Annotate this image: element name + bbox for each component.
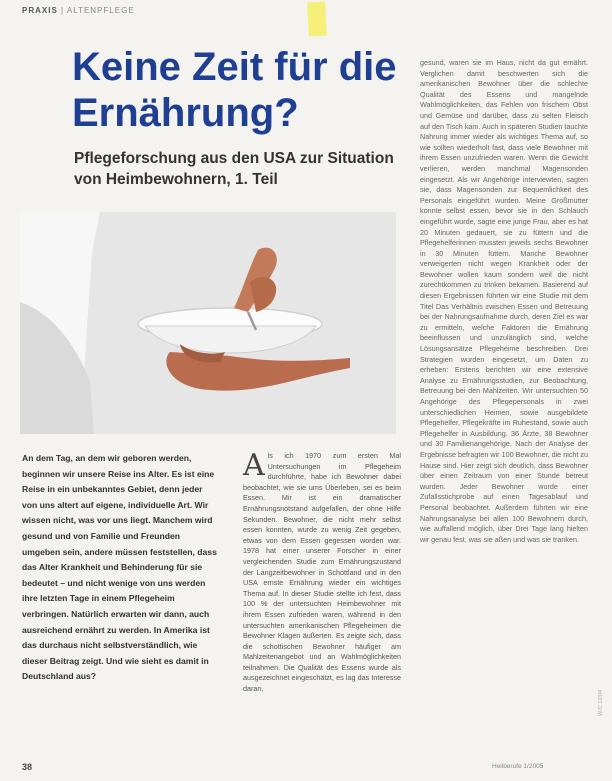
article-photo [20, 212, 396, 434]
side-code: W/C 12/04 [598, 690, 604, 716]
page-number: 38 [22, 762, 33, 772]
sticky-note-tab [307, 2, 327, 37]
hand-with-plate-illustration [20, 212, 396, 434]
section-separator: | [61, 6, 65, 15]
section-label: PRAXIS [22, 6, 58, 15]
magazine-name: Heilberufe 1/2005 [492, 763, 544, 770]
article-subtitle: Pflegeforschung aus den USA zur Situation von Heimbewohnern, 1. Teil [74, 150, 394, 188]
body-column-middle [243, 448, 401, 695]
body-column-right: gesund, waren sie im Haus, nicht da gut ernährt. Verglichen damit beschwerten sich die amerikanischen Bewohner über die schlechte Qualität des Essens und mangelnde Wahlmöglichkeiten, das Fehlen von frischem Obst und Gemüse und darüber, dass zu selten Fleisch auf den Tisch kam. Auch in späteren Studien tauchte Nahrung immer wieder als wichtiges Thema auf, so wie sollten wiederholt fast, dass viele Bewohner mit ihrem Essen unzufrieden waren. Wenn die Gewicht verlieren, werden manchmal Magensonden eingesetzt. Als wir Angehörige interviewten, sagten sie, dass Magensonden zur Bequemlichkeit des Personals eingeführt wurden. Meine Großmutter konnte selbst essen, bevor sie in den Schlauch eingeführt wurde, sagte eine junge Frau, aber es hat 20 Minuten gedauert, sie zu füttern und die Pflegehelferinnen mussten jeweils sechs Bewohner in 30 Minuten füttern. Manche Bewohner verweigerten nicht wegen Krankheit oder der Bewohner wollen kaum sondern weil die nicht zurechtkommen zu trinken bekamen. Basierend auf diesen Ergebnissen führten wir eine Studie mit dem Titel Das Verhältnis zwischen Essen und Betreuung bei der Nahrungsaufnahme durch, deren Ziel es war zu ermitteln, welche Faktoren die Ernährung beeinflussen und unzulänglich sind, welche Lösungsansätze Pflegeheime beschreiben. Drei Strategien wurden eingesetzt, um Daten zu erheben: Erstens berichten wir eine extensive Analyse zu Ernährungsstudien, zur Beobachtung, Betreuung bei den Mahlzeiten. Wir untersuchten 50 Angehörige des Pflegepersonals in zwei unterschiedlichen Heimen, sowie ausgebildete Pflegehelfer, Pflegekräfte im Ruhestand, sowie auch Pflegehelfer in Ausbildung. 36 Ärzte, 38 Bewohner und 30 Familienangehörige. Nach der Analyse der Ergebnisse befragten wir 100 Bewohner, die nicht zu Hause sind. Hier zeigt sich deutlich, dass Bewohner über einen Zeitraum von einer Stunde betreut wurden. Jeder Bewohner wurde einer Zufallsstichprobe auf einen Tagesablauf und Personal beobachtet. Außerdem führten wir eine Nahrungsanalyse bei allen 100 Bewohnern durch, wie auffallend möglich, über Drei Tage lang hielten wir genau fest, was sie aßen und was sie tranken. [420, 58, 588, 544]
article-lead: An dem Tag, an dem wir geboren werden, beginnen wir unsere Reise ins Alter. Es ist eine Reise in ein unbekanntes Gebiet, denn jeder von uns altert auf eigene, individuelle Art. Wir wissen nicht, was vor uns liegt. Manchem wird gesund und von Familie und Freunden umgeben sein, andere müssen feststellen, dass das Alter Krankheit und Behinderung für sie bedeutet – und nicht wenige von uns werden ihre letzten Tage in einem Pflegeheim verbringen. Natürlich erwarten wir dann, auch ausreichend ernährt zu werden. In Amerika ist das durchaus nicht selbstverständlich, wie dieser Beitrag zeigt. Und wie sieht es damit in Deutschland aus? [22, 453, 217, 682]
article-title: Keine Zeit für die Ernährung? [72, 45, 397, 135]
section-header [22, 6, 135, 18]
drop-cap: A [243, 448, 265, 483]
subsection-label: ALTENPFLEGE [66, 6, 135, 15]
body-text-middle: ls ich 1970 zum ersten Mal Untersuchungen im Pflegeheim durchführte, habe ich Bewohner dabei beobachtet, wie sie ums Überleben, sei es beim Essen. Mir ist ein dramatischer Ernährungsnotstand aufgefallen, der ohne Hilfe Sekunden. Bewohner, die nicht mehr selbst essen konnten, wurde zu wenig Zeit gegeben, etwas von dem Essen gegessen worden war. 1978 hat einer unserer Forscher in einer vergleichenden Studie zum Ernährungszustand der Langzeitbewohner in Schottland und in den USA ernste Ernährung wieder ein wichtiges Thema auf. In dieser Studie stellte ich fest, dass 100 % der untersuchten Heimbewohner mit ihrem Essen zufrieden waren, während in den untersuchten amerikanischen Pflegeheimen die Bewohner Klagen äußerten. Es zeigte sich, dass die schottischen Bewohner häufiger am Mahlzeitenangebot und an Wahlmöglichkeiten teilnahmen. Die Qualität des Essens wurde als ausgezeichnet eingeschätzt, es lag das Interesse daran, [243, 451, 401, 694]
